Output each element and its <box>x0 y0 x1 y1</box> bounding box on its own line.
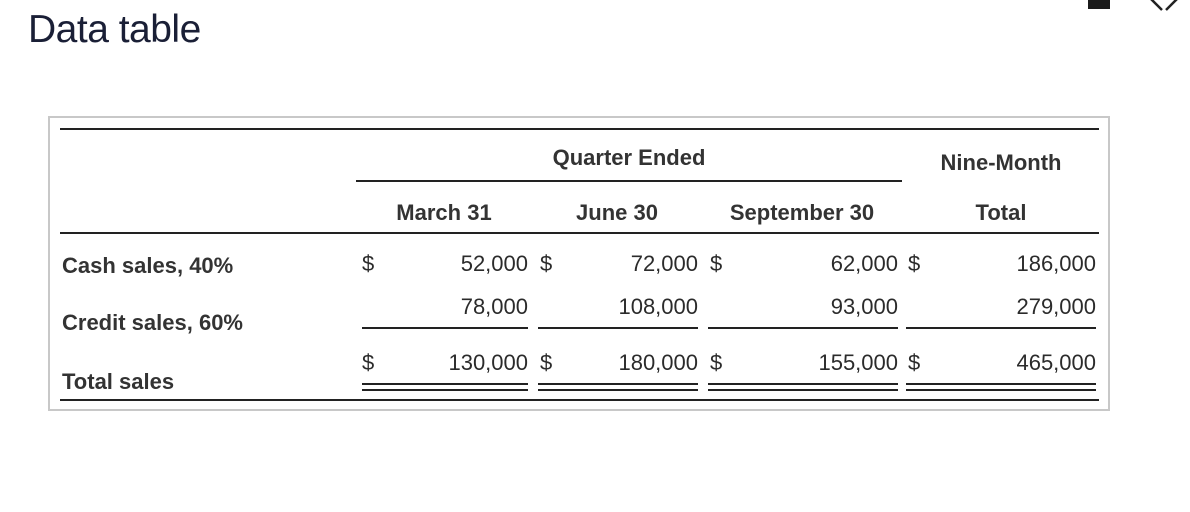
cell-credit-march: 78,000 <box>460 294 528 319</box>
double-rule-march-a <box>362 383 528 385</box>
close-icon[interactable] <box>1148 0 1180 12</box>
currency-symbol: $ <box>710 350 723 375</box>
cell-credit-total: 279,000 <box>1016 294 1096 319</box>
cell-cash-june: 72,000 <box>630 251 698 276</box>
double-rule-june-a <box>538 383 698 385</box>
row-label-cash-sales: Cash sales, 40% <box>62 253 234 278</box>
currency-symbol: $ <box>362 350 375 375</box>
cell-total-total: 465,000 <box>1016 350 1096 375</box>
subtotal-rule-june <box>538 327 698 329</box>
cell-total-september: 155,000 <box>818 350 898 375</box>
total-header-line2: Total <box>975 200 1027 225</box>
double-rule-total-a <box>906 383 1096 385</box>
cell-cash-march: 52,000 <box>460 251 528 276</box>
double-rule-june-b <box>538 389 698 391</box>
row-label-total-sales: Total sales <box>62 369 175 394</box>
double-rule-september-a <box>708 383 898 385</box>
cell-total-march: 130,000 <box>448 350 528 375</box>
currency-symbol: $ <box>908 350 921 375</box>
cell-cash-september: 62,000 <box>830 251 898 276</box>
double-rule-march-b <box>362 389 528 391</box>
currency-symbol: $ <box>908 251 921 276</box>
bottom-rule <box>60 399 1099 401</box>
double-rule-total-b <box>906 389 1096 391</box>
group-header-rule <box>356 180 902 182</box>
header-rule <box>60 232 1099 234</box>
cell-credit-june: 108,000 <box>618 294 698 319</box>
cell-cash-total: 186,000 <box>1016 251 1096 276</box>
currency-symbol: $ <box>362 251 375 276</box>
total-header-line1: Nine-Month <box>940 150 1062 175</box>
cell-total-june: 180,000 <box>618 350 698 375</box>
currency-symbol: $ <box>540 251 553 276</box>
column-header-march-31: March 31 <box>396 200 492 225</box>
cell-credit-september: 93,000 <box>830 294 898 319</box>
row-label-credit-sales: Credit sales, 60% <box>62 310 243 335</box>
page-title: Data table <box>28 8 201 51</box>
column-header-june-30: June 30 <box>576 200 658 225</box>
subtotal-rule-september <box>708 327 898 329</box>
subtotal-rule-march <box>362 327 528 329</box>
currency-symbol: $ <box>710 251 723 276</box>
minimize-icon[interactable] <box>1088 0 1110 9</box>
top-rule <box>60 128 1099 130</box>
currency-symbol: $ <box>540 350 553 375</box>
column-header-september-30: September 30 <box>729 200 875 225</box>
subtotal-rule-total <box>906 327 1096 329</box>
double-rule-september-b <box>708 389 898 391</box>
group-header-quarter-ended: Quarter Ended <box>552 145 706 170</box>
